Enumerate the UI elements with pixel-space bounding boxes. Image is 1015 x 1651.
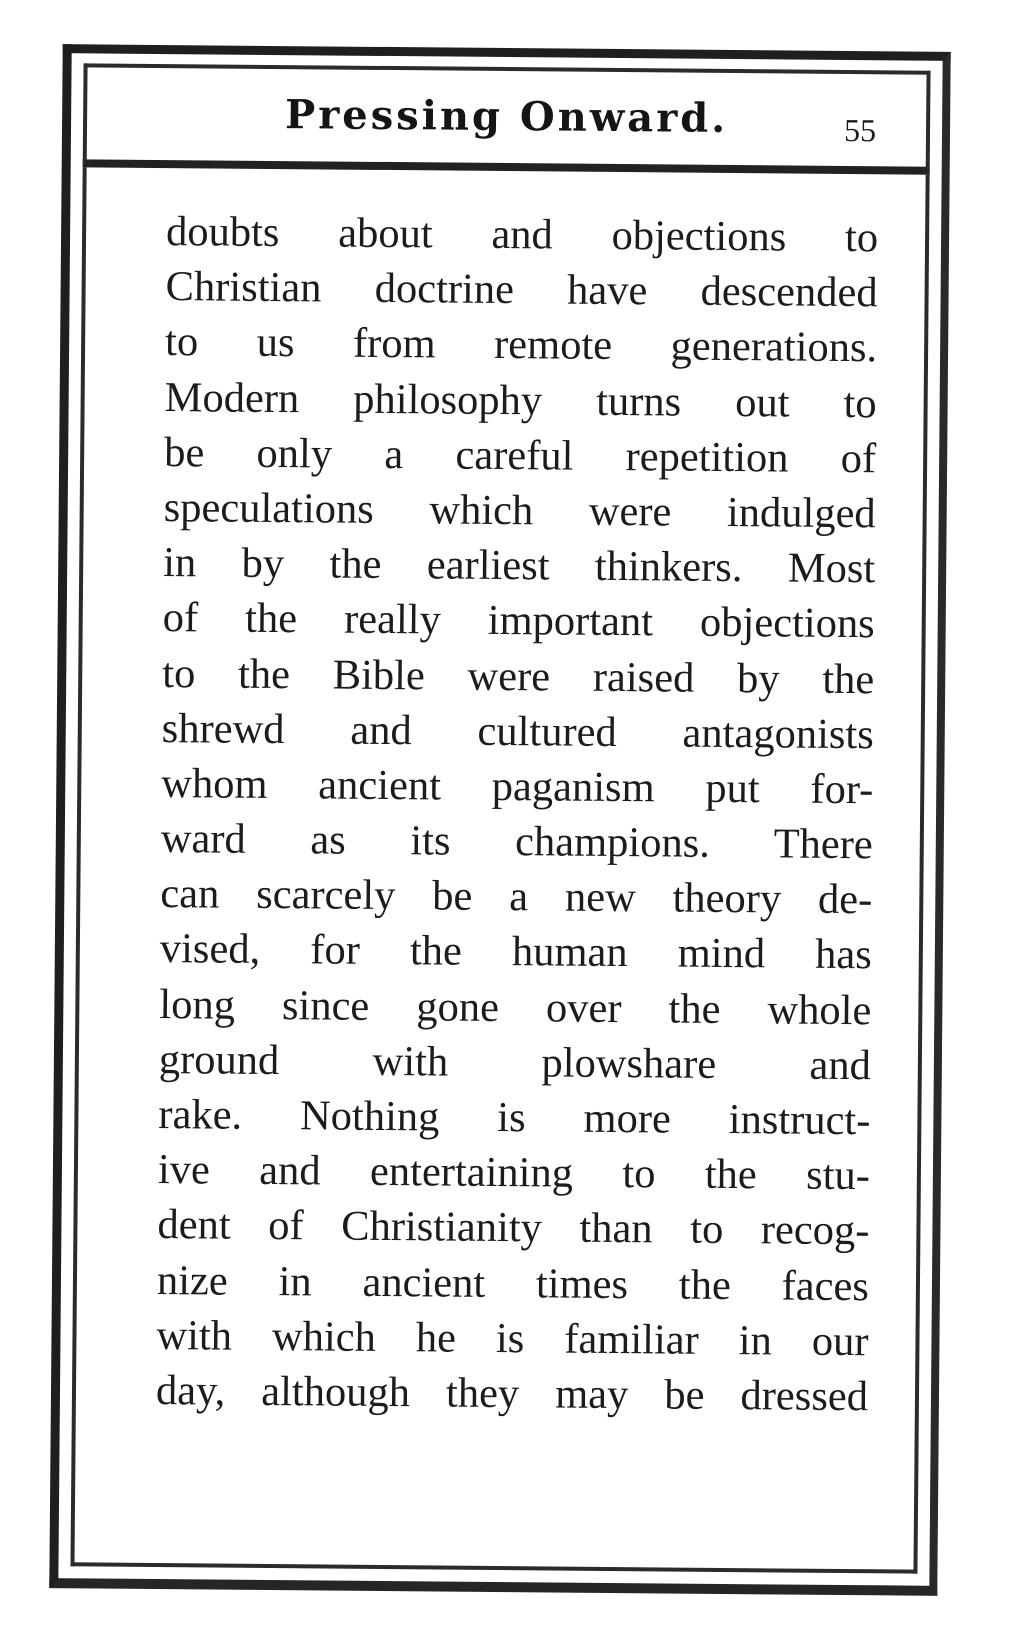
text-line: shrewd and cultured antagonists — [161, 704, 874, 758]
running-header-box — [83, 63, 931, 174]
running-title: Pressing Onward. — [284, 91, 729, 142]
text-line: to the Bible were raised by the — [162, 649, 875, 703]
text-line: rake. Nothing is more instruct- — [158, 1091, 871, 1145]
text-line: doubts about and objections to — [165, 208, 879, 262]
text-line: can scarcely be a new theory de- — [160, 870, 873, 924]
text-line: be only a careful repetition of — [163, 428, 877, 483]
text-line: in by the earliest thinkers. Most — [163, 539, 876, 593]
body-text — [156, 204, 879, 1424]
text-line: to us from remote generations. — [164, 318, 878, 372]
text-line: vised, for the human mind has — [159, 925, 873, 979]
body-text-box — [70, 167, 929, 1573]
page-number: 55 — [843, 111, 877, 149]
text-line: nize in ancient times the faces — [156, 1256, 870, 1310]
text-line: speculations which were indulged — [163, 483, 876, 538]
page-border-frame — [49, 44, 950, 1596]
text-line: with which he is familiar in our — [156, 1311, 869, 1365]
text-line: Christian doctrine have descended — [165, 263, 878, 317]
text-line: of the really important objections — [162, 594, 875, 648]
text-line: dent of Christianity than to recog- — [157, 1201, 870, 1255]
text-line: ground with plowshare and — [158, 1035, 872, 1090]
text-line: Modern philosophy turns out to — [164, 373, 877, 427]
text-line: day, although they may be dressed — [155, 1366, 869, 1421]
text-line: long since gone over the whole — [159, 980, 872, 1034]
text-line: ive and entertaining to the stu- — [157, 1146, 871, 1200]
text-line: whom ancient paganism put for- — [161, 759, 874, 814]
text-line: ward as its champions. There — [160, 815, 874, 869]
